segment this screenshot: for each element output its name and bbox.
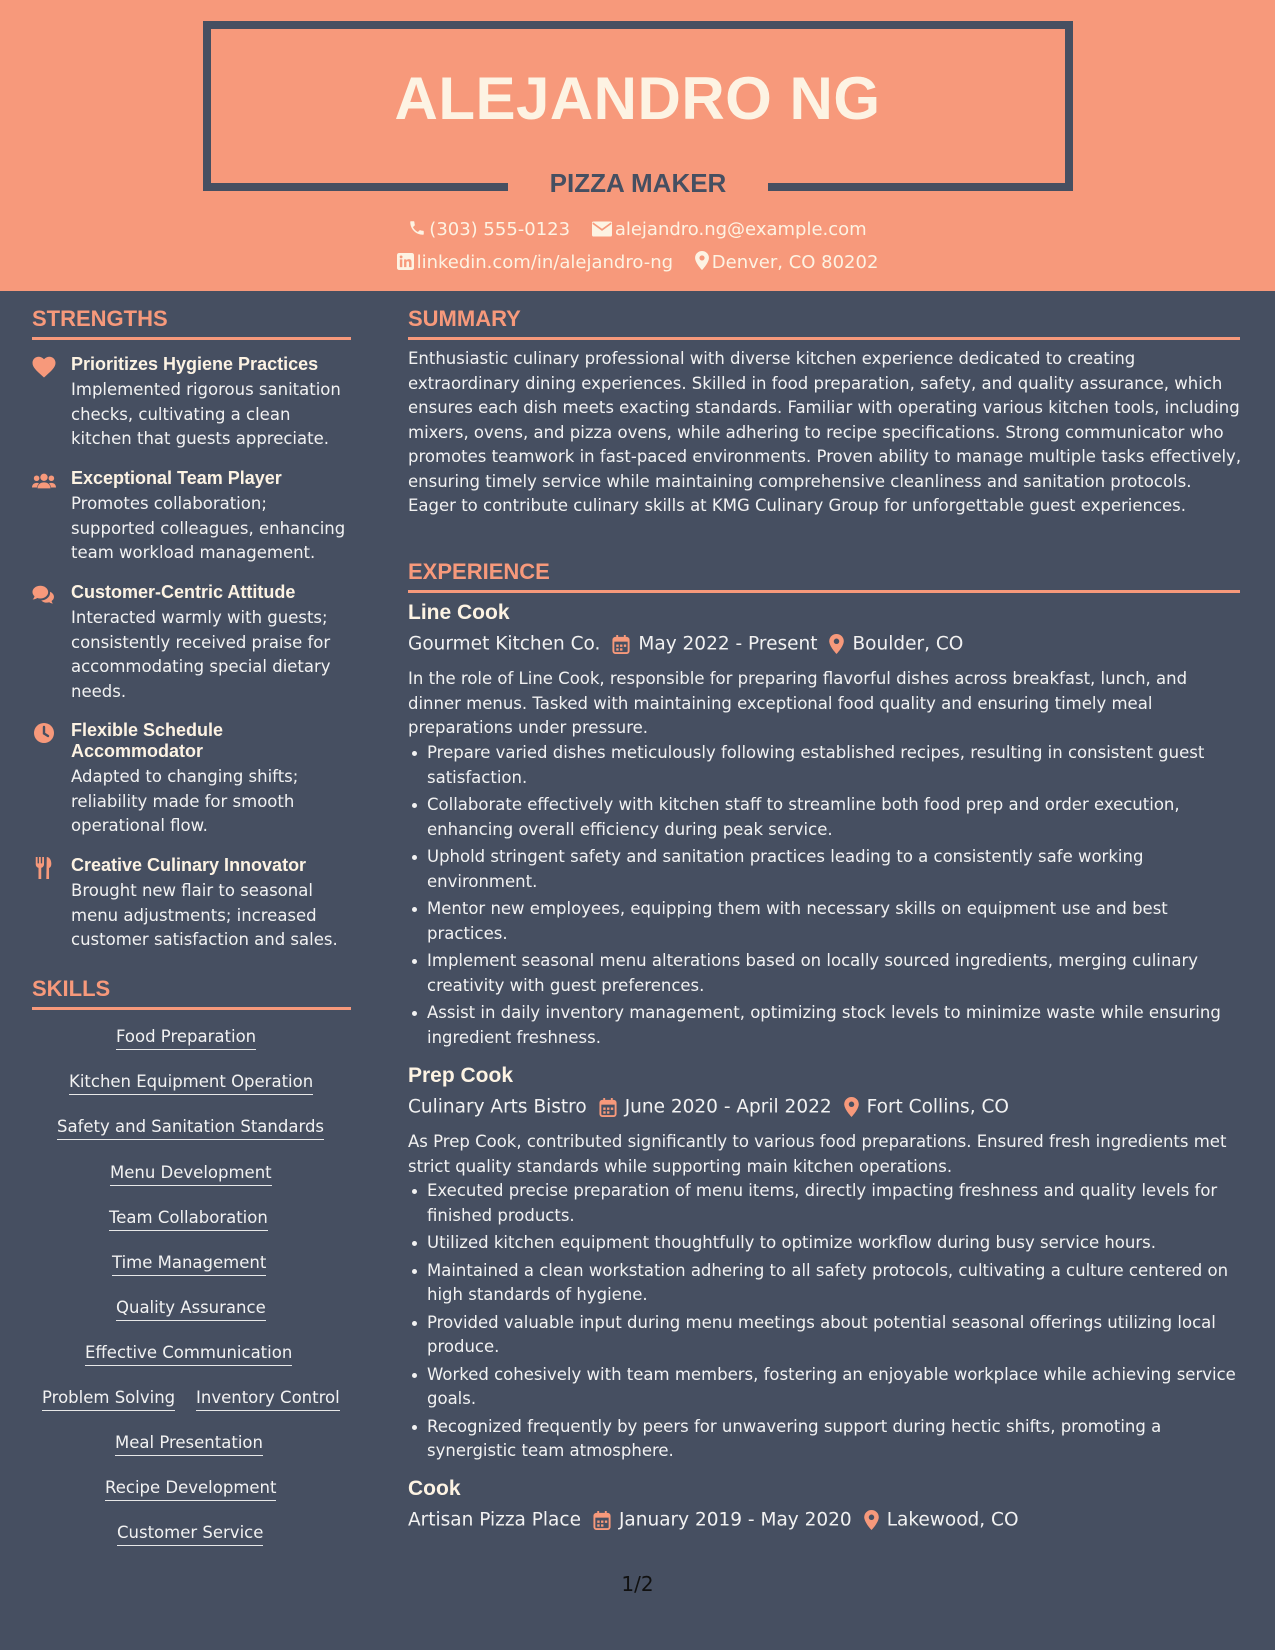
strength-title: Prioritizes Hygiene Practices — [71, 354, 319, 374]
skill-tag: Effective Communication — [85, 1343, 292, 1366]
strength-title: Exceptional Team Player — [71, 468, 282, 488]
linkedin-text: linkedin.com/in/alejandro-ng — [416, 252, 674, 273]
list-item: Provided valuable input during menu meetings about potential seasonal offerings utilizing local produce. — [408, 1311, 1243, 1360]
header-band — [0, 0, 1275, 291]
users-icon — [32, 470, 56, 492]
experience-heading: EXPERIENCE — [408, 559, 550, 584]
skill-tag: Menu Development — [110, 1163, 272, 1186]
job-company: Gourmet Kitchen Co. — [408, 633, 601, 655]
strength-item — [32, 855, 352, 953]
list-item: Mentor new employees, equipping them with necessary skills on equipment use and best practices. — [408, 897, 1243, 946]
phone-text: (303) 555-0123 — [429, 219, 571, 240]
map-pin-icon — [864, 1510, 879, 1530]
skill-tag: Kitchen Equipment Operation — [69, 1072, 313, 1095]
strength-desc: Brought new flair to seasonal menu adjustments; increased customer satisfaction and sales. — [71, 881, 338, 949]
linkedin-icon — [397, 253, 414, 270]
location-text: Denver, CO 80202 — [711, 252, 879, 273]
linkedin-contact[interactable] — [397, 252, 673, 273]
phone-icon — [408, 219, 426, 237]
skills-rule — [32, 1007, 351, 1010]
skill-tag: Food Preparation — [116, 1027, 256, 1050]
list-item: Assist in daily inventory management, optimizing stock levels to minimize waste while ensuring ingredient freshness. — [408, 1001, 1243, 1050]
skill-tag: Meal Presentation — [115, 1433, 263, 1456]
list-item: Executed precise preparation of menu items, directly impacting freshness and quality levels for finished products. — [408, 1179, 1243, 1228]
job-company: Culinary Arts Bistro — [408, 1096, 587, 1118]
job-description: In the role of Line Cook, responsible for preparing flavorful dishes across breakfast, lunch, and dinner menus. Tasked with maintaining exceptional food quality and ensuring timely meal preparations under pressure. — [408, 669, 1188, 737]
summary-heading: SUMMARY — [408, 306, 521, 331]
skill-tag: Time Management — [112, 1253, 266, 1276]
job-location: Boulder, CO — [852, 633, 964, 655]
strength-item — [32, 720, 352, 839]
utensils-icon — [32, 857, 56, 879]
list-item: Prepare varied dishes meticulously following established recipes, resulting in consistent guest satisfaction. — [408, 741, 1243, 790]
strength-desc: Interacted warmly with guests; consistently received praise for accommodating special dietary needs. — [71, 608, 331, 701]
strength-desc: Promotes collaboration; supported colleagues, enhancing team workload management. — [71, 494, 346, 562]
list-item: Implement seasonal menu alterations based on locally sourced ingredients, merging culinary creativity with guest preferences. — [408, 949, 1243, 998]
job-title: Cook — [408, 1477, 461, 1500]
job-location: Fort Collins, CO — [866, 1096, 1009, 1118]
clock-icon — [32, 722, 56, 744]
envelope-icon — [592, 221, 612, 237]
skill-tag: Team Collaboration — [109, 1208, 268, 1231]
heart-icon — [32, 356, 56, 378]
location-contact — [695, 251, 879, 273]
email-text: alejandro.ng@example.com — [614, 219, 867, 240]
strength-desc: Implemented rigorous sanitation checks, cultivating a clean kitchen that guests appreciate. — [71, 380, 341, 448]
job-bullets — [408, 1179, 1243, 1467]
skill-tag: Quality Assurance — [116, 1298, 266, 1321]
strength-item — [32, 468, 352, 566]
list-item: Recognized frequently by peers for unwavering support during hectic shifts, promoting a synergistic team atmosphere. — [408, 1415, 1243, 1464]
list-item: Uphold stringent safety and sanitation practices leading to a consistently safe working environment. — [408, 845, 1243, 894]
strengths-heading: STRENGTHS — [32, 306, 168, 331]
strength-desc: Adapted to changing shifts; reliability made for smooth operational flow. — [71, 767, 299, 835]
contact-row-2 — [0, 251, 1275, 273]
skill-tag: Customer Service — [117, 1523, 263, 1546]
job-title-banner: PIZZA MAKER — [508, 161, 768, 205]
job-dates: May 2022 - Present — [638, 633, 818, 655]
strength-item — [32, 582, 352, 704]
experience-rule — [408, 590, 1240, 593]
list-item: Worked cohesively with team members, fostering an enjoyable workplace while achieving service goals. — [408, 1363, 1243, 1412]
strength-title: Creative Culinary Innovator — [71, 855, 307, 875]
skill-tag: Problem Solving — [42, 1388, 175, 1411]
page-number: 1/2 — [621, 1572, 654, 1596]
job-meta — [408, 633, 963, 655]
job-location: Lakewood, CO — [886, 1509, 1019, 1531]
contact-row-1 — [0, 219, 1275, 240]
list-item: Maintained a clean workstation adhering to all safety protocols, cultivating a culture centered on high standards of hygiene. — [408, 1259, 1243, 1308]
strength-title: Customer-Centric Attitude — [71, 582, 296, 602]
calendar-icon — [612, 635, 630, 654]
summary-text: Enthusiastic culinary professional with diverse kitchen experience dedicated to creating extraordinary dining experiences. Skilled in food preparation, safety, and quality assurance, which ensures each dish meets exacting standards. Familiar with operating various kitchen tools, including mixers, ovens, and pizza ovens, while adhering to recipe specifications. Strong communicator who promotes teamwork in fast-paced environments. Proven ability to manage multiple tasks effectively, ensuring timely service while maintaining comprehensive cleanliness and sanitation protocols. Eager to contribute culinary skills at KMG Culinary Group for unforgettable guest experiences. — [408, 349, 1242, 515]
list-item: Collaborate effectively with kitchen staff to streamline both food prep and order execution, enhancing overall efficiency during peak service. — [408, 793, 1243, 842]
map-pin-icon — [829, 634, 844, 654]
job-company: Artisan Pizza Place — [408, 1509, 581, 1531]
map-pin-icon — [695, 251, 709, 270]
map-pin-icon — [844, 1097, 859, 1117]
skill-tag: Inventory Control — [196, 1388, 340, 1411]
comments-icon — [32, 584, 56, 606]
skill-tag: Recipe Development — [105, 1478, 276, 1501]
strength-item — [32, 354, 352, 452]
job-title: Prep Cook — [408, 1064, 514, 1087]
email-contact[interactable] — [592, 219, 867, 240]
skills-heading: SKILLS — [32, 976, 111, 1001]
job-description: As Prep Cook, contributed significantly to various food preparations. Ensured fresh ingredients met strict quality standards while supporting main kitchen operations. — [408, 1132, 1227, 1176]
summary-rule — [408, 337, 1240, 340]
strengths-rule — [32, 337, 351, 340]
job-bullets — [408, 741, 1243, 1053]
phone-contact[interactable] — [408, 219, 570, 240]
job-meta — [408, 1509, 1019, 1531]
list-item: Utilized kitchen equipment thoughtfully to optimize workflow during busy service hours. — [408, 1231, 1243, 1256]
job-title: Line Cook — [408, 601, 510, 624]
calendar-icon — [599, 1098, 617, 1117]
strength-title: Flexible Schedule Accommodator — [71, 720, 224, 761]
calendar-icon — [593, 1511, 611, 1530]
candidate-name: ALEJANDRO NG — [394, 65, 881, 132]
job-dates: January 2019 - May 2020 — [618, 1509, 852, 1531]
job-dates: June 2020 - April 2022 — [624, 1096, 832, 1118]
skill-tag: Safety and Sanitation Standards — [57, 1117, 324, 1140]
job-meta — [408, 1096, 1009, 1118]
